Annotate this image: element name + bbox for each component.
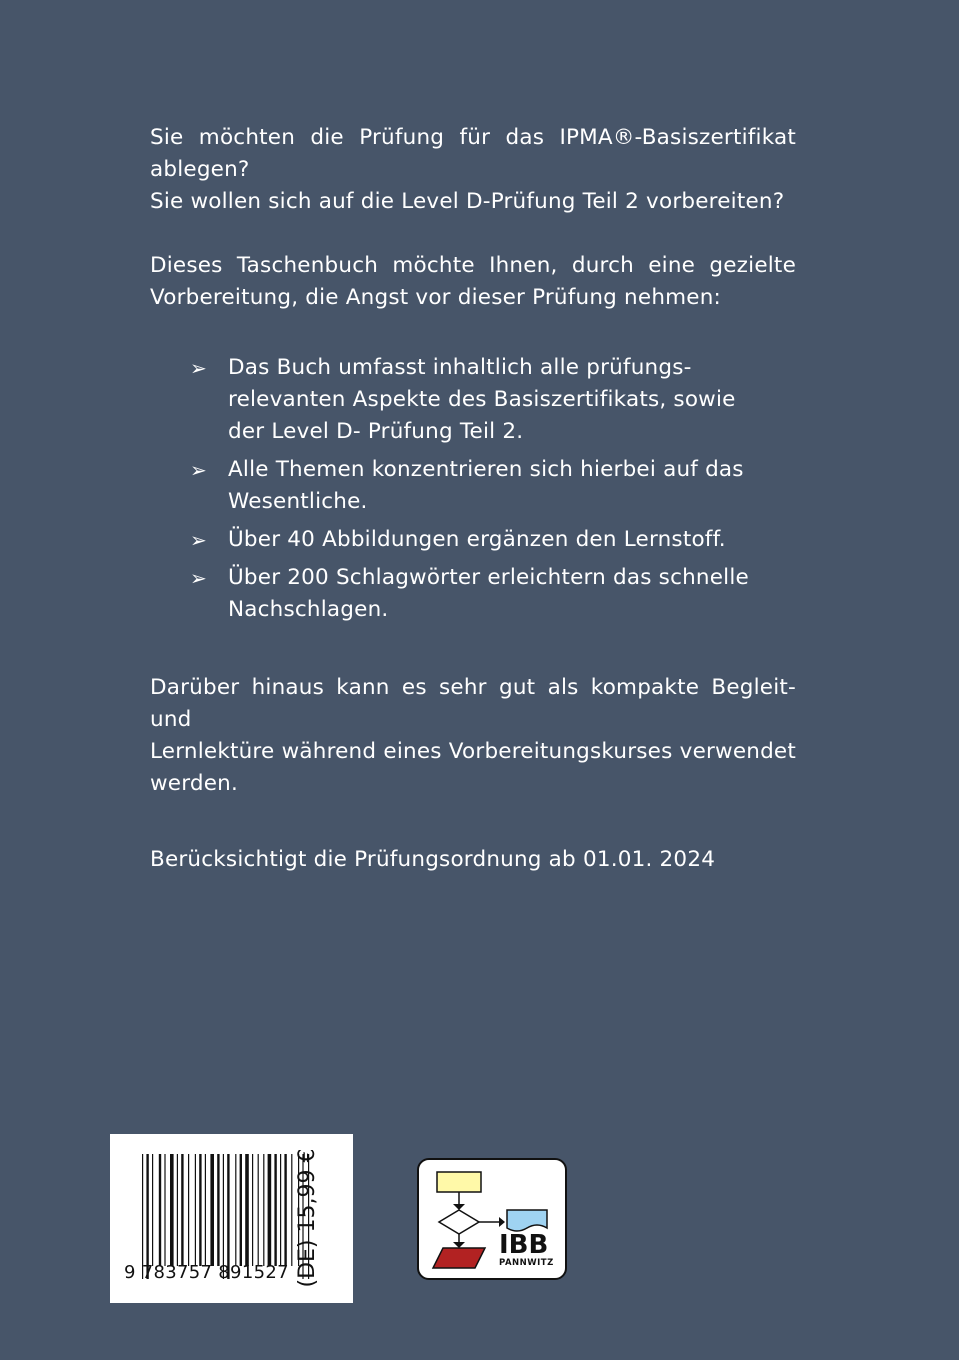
paragraph3-line-2: Lernlektüre während eines Vorbereitungskurses verwendet — [150, 739, 796, 764]
barcode-bar — [280, 1154, 281, 1266]
barcode-bar — [210, 1154, 214, 1266]
barcode-bar — [217, 1154, 219, 1266]
barcode-bar — [223, 1154, 224, 1279]
arrow-bullet-icon: ➢ — [190, 528, 207, 552]
ibb-pannwitz-logo — [417, 1158, 567, 1280]
price-label: (DE) 15,99 € — [295, 1148, 320, 1288]
arrow-bullet-icon: ➢ — [190, 356, 207, 380]
barcode-bar — [245, 1154, 249, 1266]
bullet-1-line-2: relevanten Aspekte des Basiszertifikats, sowie — [228, 387, 736, 412]
exam-regulation-note: Berücksichtigt die Prüfungsordnung ab 01.01. 2024 — [150, 847, 716, 872]
list-item — [150, 454, 796, 518]
bullet-3-line-1: Über 40 Abbildungen ergänzen den Lernstoff. — [228, 527, 726, 552]
list-item — [150, 562, 796, 626]
barcode-bar — [284, 1154, 286, 1266]
intro-line-1: Sie möchten die Prüfung für das IPMA®-Basiszertifikat — [150, 125, 796, 150]
barcode-bar — [227, 1154, 229, 1279]
barcode-bar — [240, 1154, 242, 1266]
barcode-bar — [268, 1154, 272, 1266]
logo-brand: IBB — [499, 1230, 549, 1260]
list-item — [150, 524, 796, 556]
barcode-bar — [263, 1154, 264, 1266]
barcode-icon — [142, 1154, 310, 1279]
list-item — [150, 352, 796, 448]
barcode-bar — [164, 1154, 165, 1266]
barcode-bar — [252, 1154, 253, 1266]
bullet-1-line-1: Das Buch umfasst inhaltlich alle prüfungs- — [228, 355, 692, 380]
barcode-bar — [142, 1154, 143, 1279]
barcode-bar — [199, 1154, 201, 1266]
paragraph3-line-3: werden. — [150, 771, 239, 796]
intro-line-3: Sie wollen sich auf die Level D-Prüfung Teil 2 vorbereiten? — [150, 189, 785, 214]
barcode-bar — [195, 1154, 196, 1266]
arrow-bullet-icon: ➢ — [190, 458, 207, 482]
barcode-bar — [177, 1154, 178, 1266]
barcode-bar — [152, 1154, 153, 1266]
barcode-bar — [274, 1154, 276, 1266]
back-cover-text — [150, 122, 796, 876]
paragraph2-line-1: Dieses Taschenbuch möchte Ihnen, durch eine gezielte — [150, 253, 796, 278]
barcode-bar — [235, 1154, 236, 1266]
bullet-1-line-3: der Level D- Prüfung Teil 2. — [228, 419, 524, 444]
logo-document-shape — [507, 1210, 547, 1231]
barcode-bar — [188, 1154, 189, 1266]
arrow-bullet-icon: ➢ — [190, 566, 207, 590]
bullet-4-line-1: Über 200 Schlagwörter erleichtern das schnelle — [228, 565, 749, 590]
logo-process-box — [437, 1172, 481, 1192]
feature-list — [150, 352, 796, 626]
logo-io-parallelogram — [433, 1248, 485, 1268]
bullet-4-line-2: Nachschlagen. — [228, 597, 389, 622]
barcode-bar — [170, 1154, 174, 1266]
paragraph3-line-1: Darüber hinaus kann es sehr gut als kompakte Begleit- und — [150, 675, 796, 732]
bullet-2-line-1: Alle Themen konzentrieren sich hierbei auf das — [228, 457, 744, 482]
barcode-bar — [258, 1154, 259, 1266]
logo-decision-diamond — [439, 1210, 479, 1234]
intro-line-2: ablegen? — [150, 157, 250, 182]
logo-subtitle: PANNWITZ — [499, 1258, 554, 1268]
bullet-2-line-2: Wesentliche. — [228, 489, 368, 514]
barcode-bar — [146, 1154, 148, 1279]
isbn-digits: 9 783757 891527 — [124, 1262, 289, 1283]
paragraph2-line-2: Vorbereitung, die Angst vor dieser Prüfung nehmen: — [150, 285, 721, 310]
barcode-bar — [181, 1154, 183, 1266]
barcode-bar — [159, 1154, 161, 1266]
barcode-bar — [205, 1154, 206, 1266]
